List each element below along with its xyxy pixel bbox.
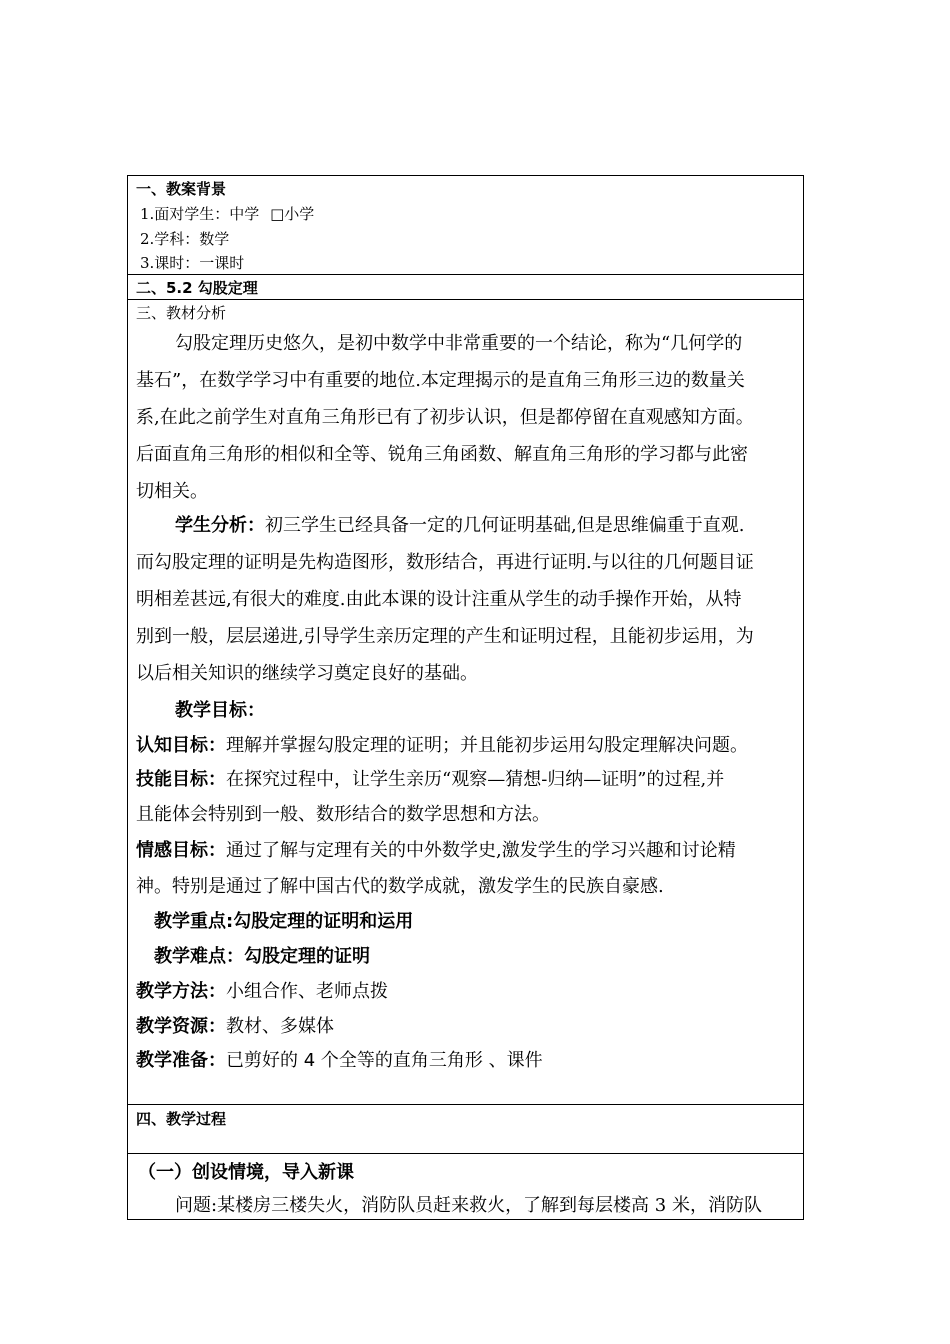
skill-goal-label: 技能目标： [136,769,226,790]
teaching-prep-label: 教学准备： [136,1050,226,1071]
student-analysis-line3: 明相差甚远,有很大的难度.由此本课的设计注重从学生的动手操作开始，从特 [136,589,742,610]
analysis-p1-line5: 切相关。 [136,481,208,502]
student-analysis-label: 学生分析： [175,515,265,536]
teaching-resources-label: 教学资源： [136,1016,226,1037]
intro-question: 问题:某楼房三楼失火，消防队员赶来救火，了解到每层楼高 3 米，消防队 [175,1195,762,1216]
emotion-goal [136,836,736,862]
target-students-line [140,203,314,224]
cognitive-goal-label: 认知目标： [136,735,226,756]
section-heading-process: 四、教学过程 [136,1110,227,1128]
analysis-p1-line1: 勾股定理历史悠久，是初中数学中非常重要的一个结论，称为“几何学的 [175,333,743,354]
section-title [127,274,804,300]
teaching-resources-text: 教材、多媒体 [226,1016,334,1037]
teaching-method [136,977,388,1003]
skill-goal [136,765,724,791]
section-intro [127,1153,804,1220]
section-heading-background: 一、教案背景 [136,180,227,198]
teaching-prep-text: 已剪好的 4 个全等的直角三角形 、课件 [226,1050,543,1071]
teaching-method-label: 教学方法： [136,981,226,1002]
subject-line: 2.学科：数学 [140,230,230,248]
section-background [127,175,804,275]
class-hours-line: 3.课时：一课时 [140,254,245,272]
section-analysis [127,299,804,1105]
section-heading-analysis: 三、教材分析 [136,304,227,322]
analysis-p1-line3: 系,在此之前学生对直角三角形已有了初步认识，但是都停留在直观感知方面。 [136,407,754,428]
student-analysis-line1 [175,511,744,537]
difficulty-point: 教学难点：勾股定理的证明 [154,946,370,967]
emotion-goal-line2: 神。特别是通过了解中国古代的数学成就，激发学生的民族自豪感. [136,876,664,897]
lesson-title: 二、5.2 勾股定理 [136,279,258,297]
emotion-goal-label: 情感目标： [136,840,226,861]
skill-goal-line2: 且能体会特别到一般、数形结合的数学思想和方法。 [136,804,550,825]
teaching-goals-heading: 教学目标： [175,700,265,721]
emotion-goal-text: 通过了解与定理有关的中外数学史,激发学生的学习兴趣和讨论精 [226,840,736,861]
cognitive-goal [136,731,748,757]
target-students-label: 1.面对学生：中学 [140,205,260,223]
teaching-method-text: 小组合作、老师点拨 [226,981,388,1002]
student-analysis-line5: 以后相关知识的继续学习奠定良好的基础。 [136,663,478,684]
target-students-option: 小学 [284,205,315,223]
teaching-prep [136,1046,543,1072]
section-process [127,1104,804,1154]
student-analysis-text: 初三学生已经具备一定的几何证明基础,但是思维偏重于直观. [265,515,745,536]
section-heading-intro: （一）创设情境，导入新课 [138,1162,354,1183]
student-analysis-line4: 别到一般，层层递进,引导学生亲历定理的产生和证明过程，且能初步运用，为 [136,626,754,647]
teaching-resources [136,1012,334,1038]
skill-goal-text: 在探究过程中，让学生亲历“观察—猜想-归纳—证明”的过程,并 [226,769,725,790]
checkbox-icon: □ [270,205,285,223]
analysis-p1-line4: 后面直角三角形的相似和全等、锐角三角函数、解直角三角形的学习都与此密 [136,444,748,465]
cognitive-goal-text: 理解并掌握勾股定理的证明；并且能初步运用勾股定理解决问题。 [226,735,748,756]
key-point: 教学重点:勾股定理的证明和运用 [154,911,414,932]
student-analysis-line2: 而勾股定理的证明是先构造图形，数形结合，再进行证明.与以往的几何题目证 [136,552,754,573]
analysis-p1-line2: 基石”，在数学学习中有重要的地位.本定理揭示的是直角三角形三边的数量关 [136,370,745,391]
